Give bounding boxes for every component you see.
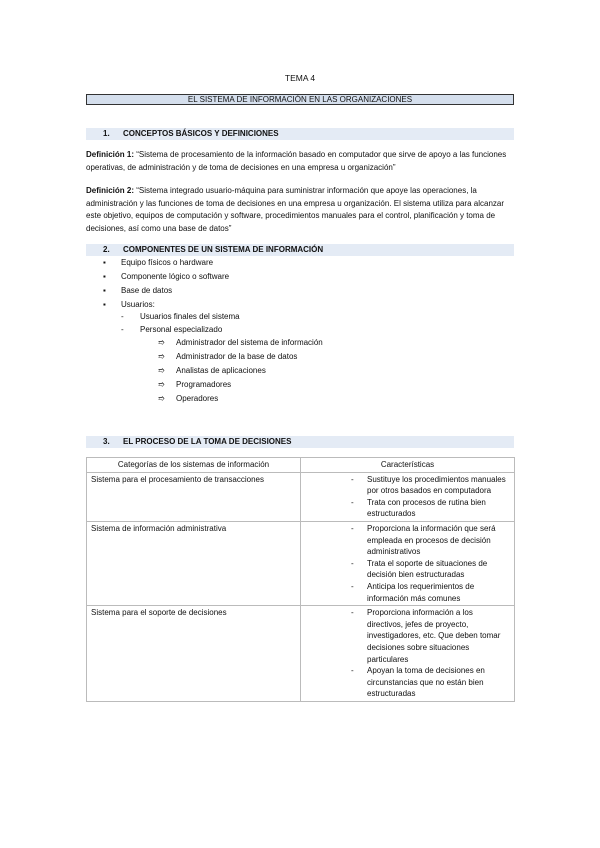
arrow-bullet-icon: ➱ xyxy=(158,352,165,361)
section-label: COMPONENTES DE UN SISTEMA DE INFORMACIÓN xyxy=(123,245,324,254)
definition-text: “Sistema de procesamiento de la información basado en computador que sirve de apoyo a las funciones operativas, de administración y de toma de decisiones en una empresa u organización” xyxy=(86,150,507,172)
arrow-bullet-icon: ➱ xyxy=(158,394,165,403)
section-heading-3 xyxy=(86,436,514,448)
dash-icon: - xyxy=(121,312,124,321)
bullet-icon: ▪ xyxy=(103,286,106,295)
list-item: Administrador del sistema de información xyxy=(176,338,323,347)
decision-systems-table xyxy=(86,457,515,702)
characteristics-cell xyxy=(301,521,515,605)
list-item: Equipo físicos o hardware xyxy=(121,258,214,267)
list-item: Programadores xyxy=(176,380,232,389)
list-item: - Trata con procesos de rutina bien estructurados xyxy=(351,497,510,520)
definition-label: Definición 2: xyxy=(86,186,135,195)
characteristics-cell xyxy=(301,472,515,521)
list-item: - Apoyan la toma de decisiones en circunstancias que no están bien estructuradas xyxy=(351,665,510,700)
dash-icon: - xyxy=(121,325,124,334)
table-header-row xyxy=(87,458,515,473)
list-item: Analistas de aplicaciones xyxy=(176,366,266,375)
list-item: Operadores xyxy=(176,394,219,403)
characteristics-cell xyxy=(301,606,515,702)
list-item: Usuarios finales del sistema xyxy=(140,312,240,321)
list-item: Administrador de la base de datos xyxy=(176,352,298,361)
arrow-bullet-icon: ➱ xyxy=(158,380,165,389)
category-cell: Sistema para el procesamiento de transacciones xyxy=(87,472,301,521)
definition-label: Definición 1: xyxy=(86,150,135,159)
arrow-bullet-icon: ➱ xyxy=(158,338,165,347)
list-item: - Trata el soporte de situaciones de decisión bien estructuradas xyxy=(351,558,510,581)
column-header: Características xyxy=(301,458,515,473)
definition-text: “Sistema integrado usuario-máquina para suministrar información que apoye las operaciones, la administración y las funciones de toma de decisiones en una empresa u organización. El sistema utiliza para alcanzar este objetivo, equipos de computación y software, procedimientos manuales para el control, planificación y toma de decisiones, así como una base de datos” xyxy=(86,186,505,233)
list-item: - Proporciona información a los directivos, jefes de proyecto, investigadores, etc. Que deben tomar decisiones sobre situaciones particulares xyxy=(351,607,510,665)
table-row xyxy=(87,472,515,521)
list-item: Base de datos xyxy=(121,286,173,295)
table-row xyxy=(87,521,515,605)
list-item: Usuarios: xyxy=(121,300,155,309)
column-header: Categorías de los sistemas de información xyxy=(87,458,301,473)
list-item: Personal especializado xyxy=(140,325,223,334)
section-number: 2. xyxy=(103,245,110,254)
section-number: 3. xyxy=(103,437,110,446)
section-label: CONCEPTOS BÁSICOS Y DEFINICIONES xyxy=(123,129,279,138)
list-item: - Proporciona la información que será empleada en procesos de decisión administrativos xyxy=(351,523,510,558)
category-cell: Sistema para el soporte de decisiones xyxy=(87,606,301,702)
section-label: EL PROCESO DE LA TOMA DE DECISIONES xyxy=(123,437,292,446)
arrow-bullet-icon: ➱ xyxy=(158,366,165,375)
section-heading-2 xyxy=(86,244,514,256)
bullet-icon: ▪ xyxy=(103,300,106,309)
definition-1 xyxy=(86,149,516,174)
definition-2 xyxy=(86,185,516,235)
list-item: - Anticipa los requerimientos de información más comunes xyxy=(351,581,510,604)
bullet-icon: ▪ xyxy=(103,272,106,281)
list-item: - Sustituye los procedimientos manuales por otros basados en computadora xyxy=(351,474,510,497)
table-row xyxy=(87,606,515,702)
bullet-icon: ▪ xyxy=(103,258,106,267)
category-cell: Sistema de información administrativa xyxy=(87,521,301,605)
topic-number: TEMA 4 xyxy=(284,73,316,83)
list-item: Componente lógico o software xyxy=(121,272,230,281)
document-title: EL SISTEMA DE INFORMACIÓN EN LAS ORGANIZACIONES xyxy=(86,94,514,105)
section-heading-1 xyxy=(86,128,514,140)
section-number: 1. xyxy=(103,129,110,138)
